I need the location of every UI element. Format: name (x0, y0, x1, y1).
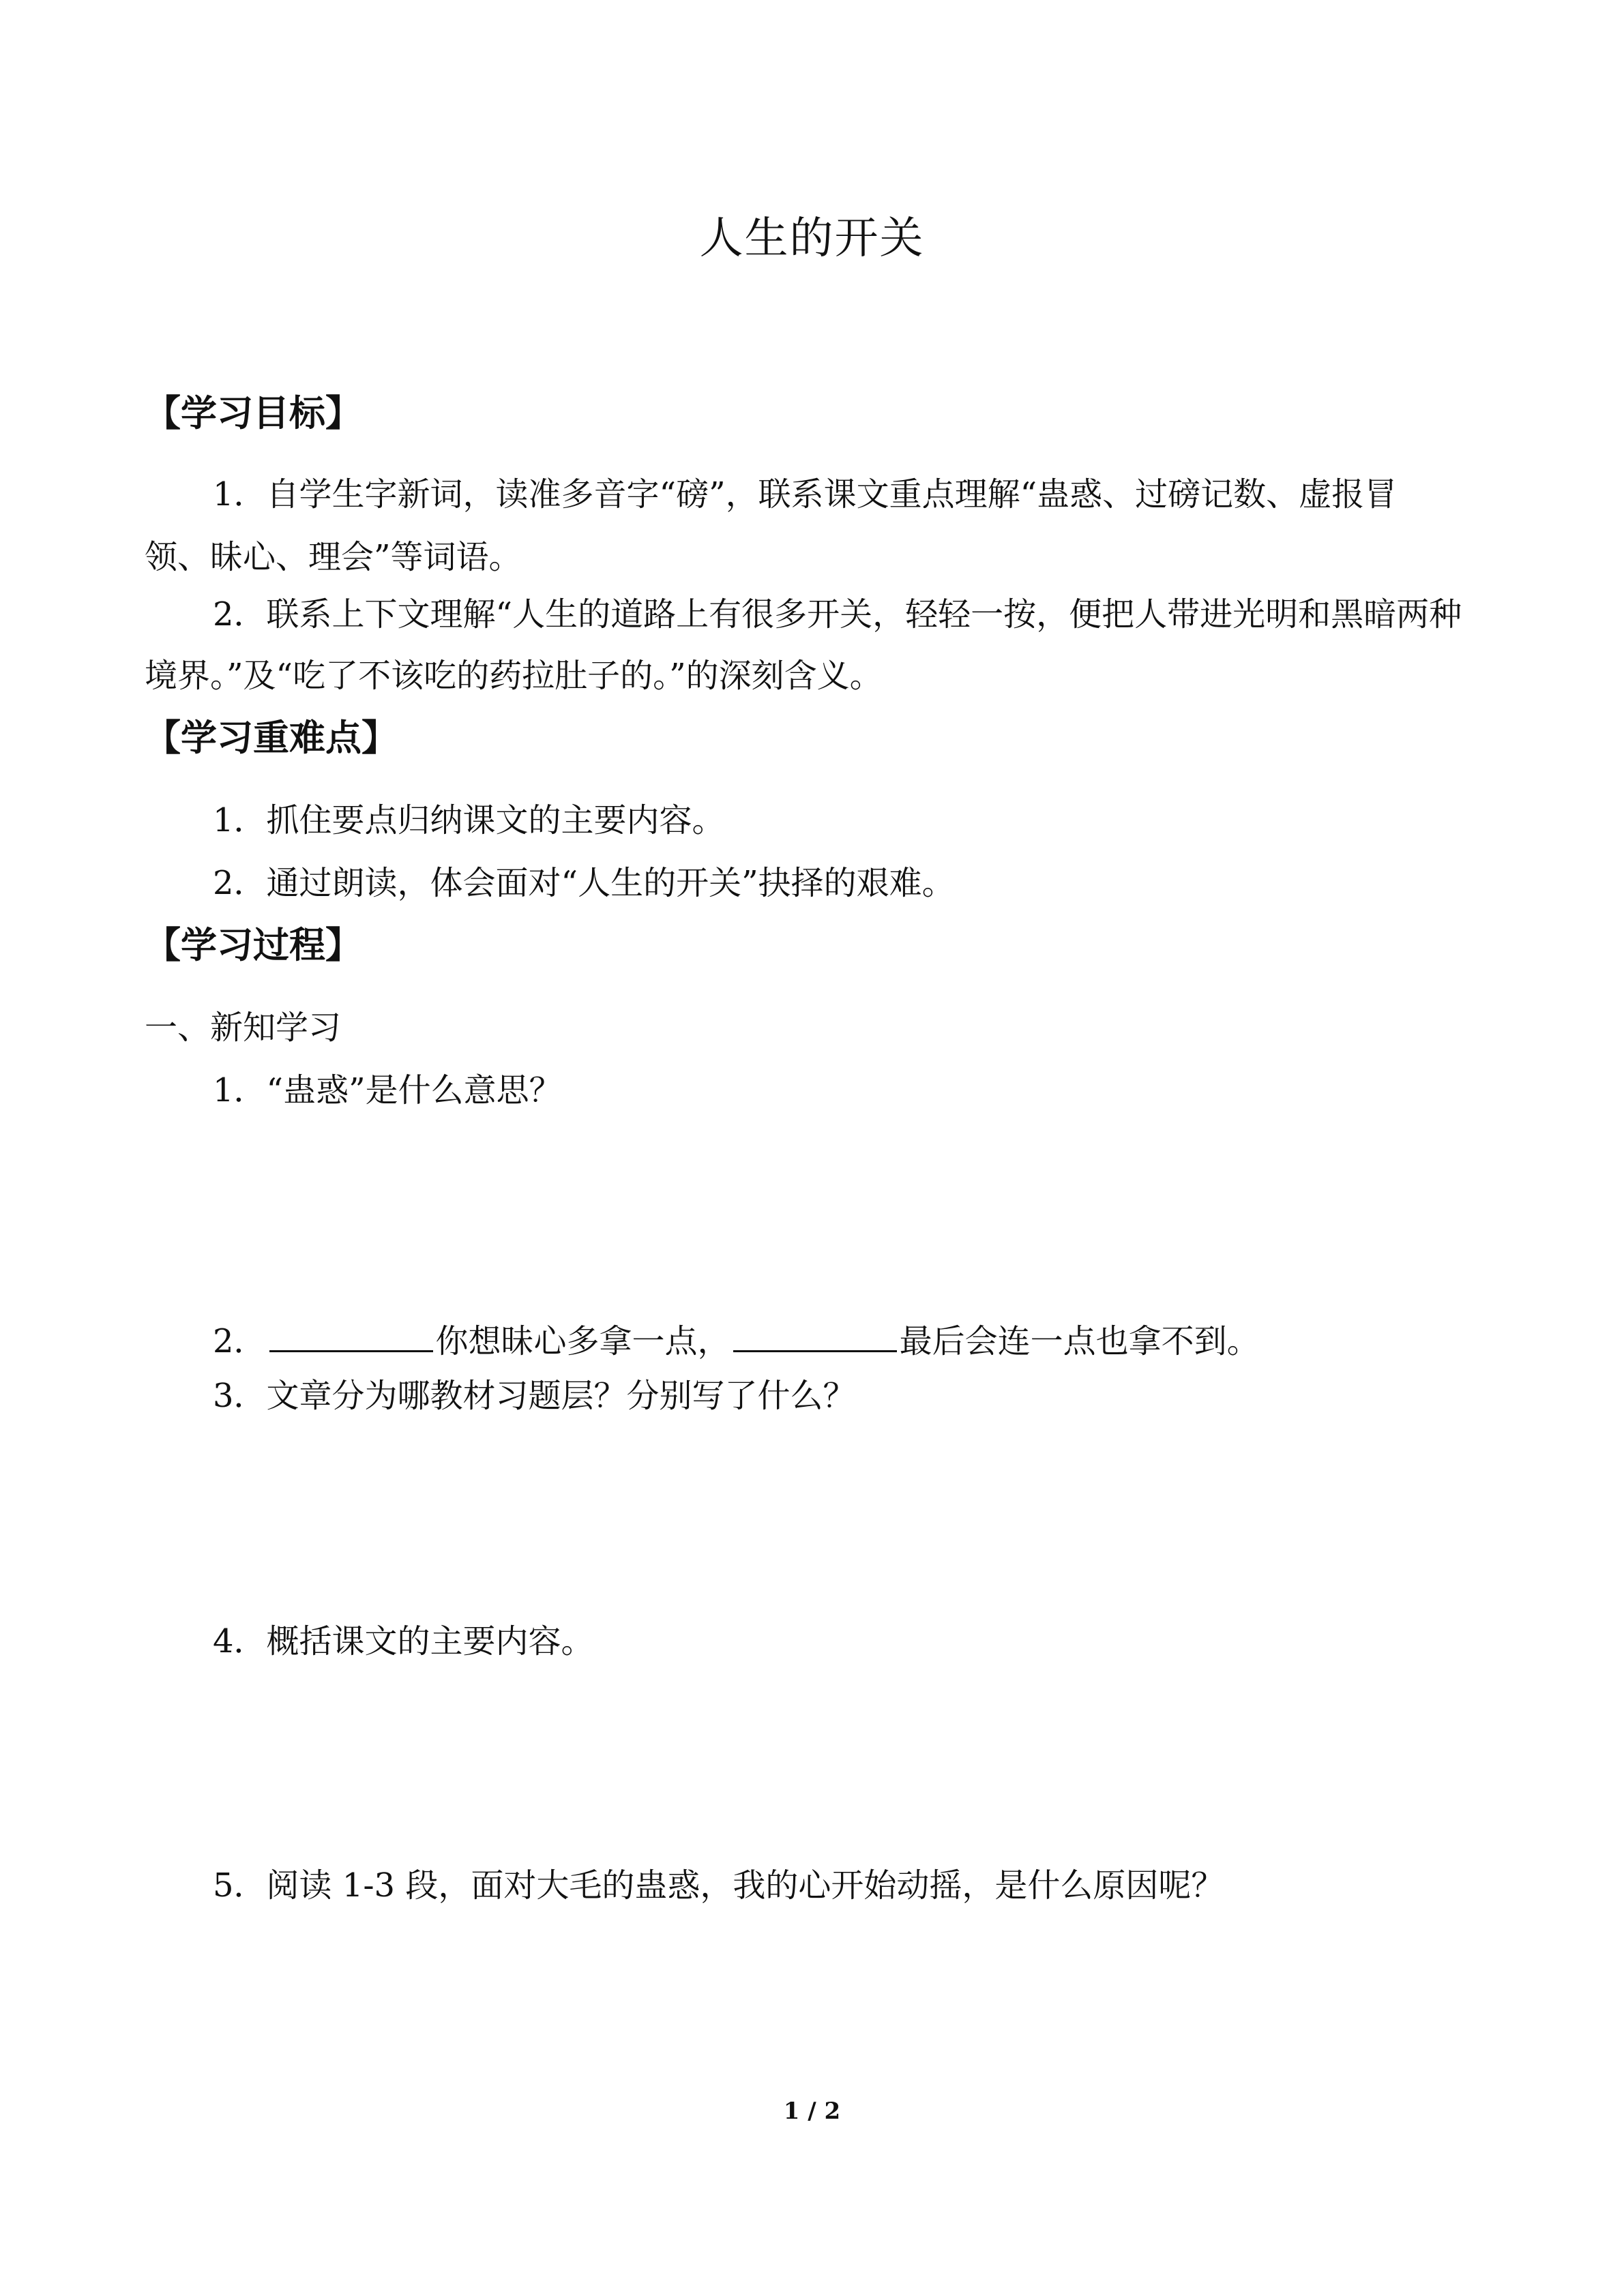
question-5: 5．阅读 1-3 段，面对大毛的蛊惑，我的心开始动摇，是什么原因呢？ (213, 1866, 1224, 1905)
goal-item-1-line1: 1．自学生字新词，读准多音字“磅”，联系课文重点理解“蛊惑、过磅记数、虚报冒 (213, 475, 1398, 513)
fill-blank-2[interactable] (733, 1315, 897, 1352)
goal-item-1-line2: 领、昧心、理会”等词语。 (145, 538, 522, 576)
process-subheading: 一、新知学习 (145, 1009, 342, 1047)
question-2-number: 2． (213, 1322, 267, 1360)
page-title: 人生的开关 (699, 213, 925, 264)
section-heading-key-points: 【学习重难点】 (145, 717, 398, 759)
goal-item-2-line2: 境界。”及“吃了不该吃的药拉肚子的。”的深刻含义。 (145, 657, 883, 695)
key-point-item-1: 1．抓住要点归纳课文的主要内容。 (213, 801, 725, 839)
question-2-suffix: 最后会连一点也拿不到。 (899, 1322, 1260, 1360)
goal-item-2-line1: 2．联系上下文理解“人生的道路上有很多开关，轻轻一按，便把人带进光明和黑暗两种 (213, 595, 1462, 633)
question-2-middle: 你想昧心多拿一点， (435, 1322, 730, 1360)
page-number: 1 / 2 (783, 2098, 841, 2125)
section-heading-goals: 【学习目标】 (145, 393, 361, 434)
question-3: 3．文章分为哪教材习题层？分别写了什么？ (213, 1377, 856, 1415)
question-4: 4．概括课文的主要内容。 (213, 1622, 594, 1660)
section-heading-process: 【学习过程】 (145, 925, 361, 966)
fill-blank-1[interactable] (269, 1315, 433, 1352)
key-point-item-2: 2．通过朗读，体会面对“人生的开关”抉择的艰难。 (213, 864, 955, 902)
question-1: 1．“蛊惑”是什么意思？ (213, 1071, 562, 1109)
question-2 (213, 1315, 1260, 1364)
